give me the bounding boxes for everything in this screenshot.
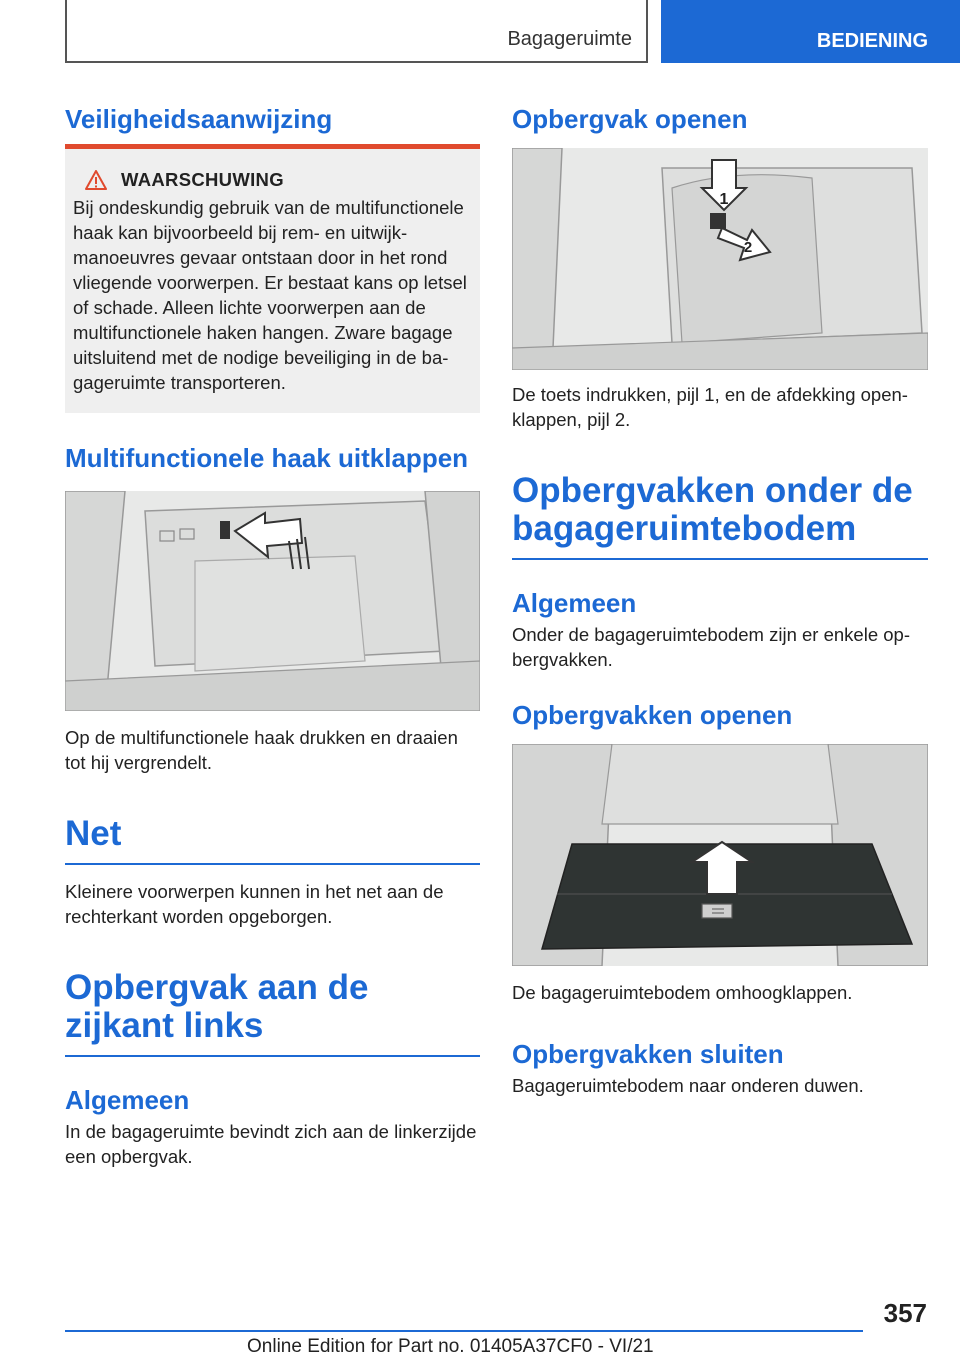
compartment-illustration xyxy=(512,148,928,370)
warning-triangle-icon xyxy=(85,170,107,190)
header-section-box xyxy=(65,0,648,63)
floor-close-text: Bagageruimtebodem naar onderen duwen. xyxy=(512,1075,864,1096)
floor-open-text: De bagageruimtebodem omhoogklappen. xyxy=(512,982,853,1003)
net-text: Kleinere voorwerpen kunnen in het net aan de rechterkant worden opgeborgen. xyxy=(65,881,444,927)
warning-box xyxy=(65,144,480,413)
hook-illustration xyxy=(65,491,480,711)
header-chapter-tab[interactable] xyxy=(661,0,960,63)
heading-safety: Veiligheidsaanwijzing xyxy=(65,104,333,134)
header-section-title: Bagageruimte xyxy=(507,28,632,50)
warning-title: WAARSCHUWING xyxy=(121,169,284,190)
warning-text: Bij ondeskundig gebruik van de multifunctionele haak kan bijvoorbeeld bij rem- en uitwijkmanoeuvres gevaar ontstaan door in het rond vliegende voorwerpen. Er bestaat kans op letsel of schade. Alleen lichte voorwerpen aan de multifunctionele haken hangen. Zware bagage uitsluitend met de nodige beveiliging in de bagageruimte transporteren. xyxy=(73,197,467,393)
svg-text:1: 1 xyxy=(719,191,729,208)
heading-compartment-open: Opbergvak openen xyxy=(512,104,748,134)
heading-underfloor-compartments: Opbergvakken onder de bagageruimtebodem xyxy=(512,472,928,560)
hook-instruction: Op de multifunctionele haak drukken en draaien tot hij vergrendelt. xyxy=(65,727,458,773)
page-number: 357 xyxy=(883,1298,927,1328)
heading-general-left: Algemeen xyxy=(65,1085,190,1115)
heading-underfloor-open: Opbergvakken openen xyxy=(512,700,793,730)
footer-edition: Online Edition for Part no. 01405A37CF0 - VI/21 xyxy=(247,1336,654,1357)
floor-illustration xyxy=(512,744,928,966)
underfloor-general-text: Onder de bagageruimtebodem zijn er enkele opbergvakken. xyxy=(512,624,911,670)
compartment-open-text: De toets indrukken, pijl 1, en de afdekking openklappen, pijl 2. xyxy=(512,384,908,430)
left-column xyxy=(65,100,480,1169)
side-compartment-text: In de bagageruimte bevindt zich aan de linkerzijde een opbergvak. xyxy=(65,1121,477,1167)
right-column xyxy=(512,100,928,1098)
heading-hook-unfold: Multifunctionele haak uitklappen xyxy=(65,443,469,473)
heading-general-right: Algemeen xyxy=(512,588,637,618)
header-chapter-label: BEDIENING xyxy=(816,30,928,52)
heading-underfloor-close: Opbergvakken sluiten xyxy=(512,1039,784,1069)
heading-side-compartment: Opbergvak aan de zijkant links xyxy=(65,969,480,1057)
heading-net: Net xyxy=(65,815,480,865)
svg-text:2: 2 xyxy=(743,239,753,256)
footer-divider xyxy=(65,1330,863,1332)
